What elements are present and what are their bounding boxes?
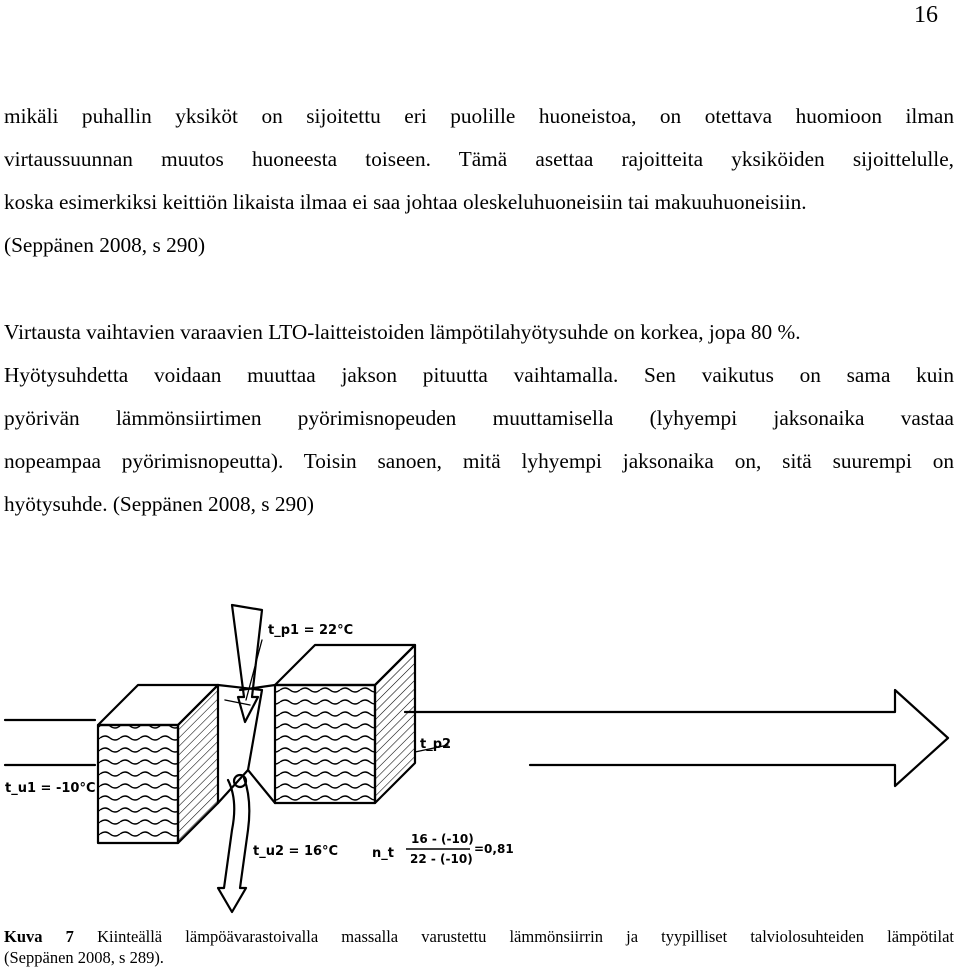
label-tp1: t_p1 = 22°C (268, 623, 354, 638)
paragraph-2 (4, 311, 954, 526)
formula-denominator: 22 - (-10) (410, 852, 473, 866)
label-tu1: t_u1 = -10°C (5, 781, 96, 796)
label-tu2: t_u2 = 16°C (253, 844, 339, 859)
formula-numerator: 16 - (-10) (411, 832, 474, 846)
storage-block-left-side (178, 685, 218, 843)
caption-text-line-1: Kiinteällä lämpöävarastoivalla massalla varustettu lämmönsiirrin ja tyypilliset talviolosuhteiden lämpötilat (97, 927, 955, 946)
formula-result: =0,81 (474, 842, 514, 856)
storage-block-left-front (98, 725, 178, 843)
paragraph-line: pyörivän lämmönsiirtimen pyörimisnopeuden muuttamisella (lyhyempi jaksonaika vastaa (4, 406, 954, 430)
paragraph-line: koska esimerkiksi keittiön likaista ilmaa ei saa johtaa oleskeluhuoneisiin tai makuuhuoneisiin. (4, 190, 807, 214)
storage-block-right-side (375, 645, 415, 803)
paragraph-1 (4, 95, 954, 267)
label-tp2: t_p2 (420, 737, 452, 752)
paragraph-line: Virtausta vaihtavien varaavien LTO-laitteistoiden lämpötilahyötysuhde on korkea, jopa 80 %. (4, 320, 801, 344)
label-nt: n_t (372, 846, 394, 861)
paragraph-line: hyötysuhde. (Seppänen 2008, s 290) (4, 492, 314, 516)
paragraph-line: Hyötysuhdetta voidaan muuttaa jakson pituutta vaihtamalla. Sen vaikutus on sama kuin (4, 363, 954, 387)
figure-caption (4, 926, 954, 968)
paragraph-line: (Seppänen 2008, s 290) (4, 233, 206, 257)
paragraph-line: mikäli puhallin yksiköt on sijoitettu eri puolille huoneistoa, on otettava huomioon ilman (4, 104, 954, 128)
paragraph-line: virtaussuunnan muutos huoneesta toiseen. Tämä asettaa rajoitteita yksiköiden sijoittelulle, (4, 147, 954, 171)
heat-exchanger-figure (0, 595, 960, 925)
storage-block-right-front (275, 685, 375, 803)
airflow-arrow-right (405, 690, 948, 786)
caption-text-line-2: (Seppänen 2008, s 289). (4, 948, 164, 967)
page-number: 16 (914, 2, 938, 28)
airflow-arrow-left (5, 720, 95, 765)
caption-label: Kuva 7 (4, 927, 74, 946)
paragraph-line: nopeampaa pyörimisnopeutta). Toisin sanoen, mitä lyhyempi jaksonaika on, sitä suurempi on (4, 449, 954, 473)
